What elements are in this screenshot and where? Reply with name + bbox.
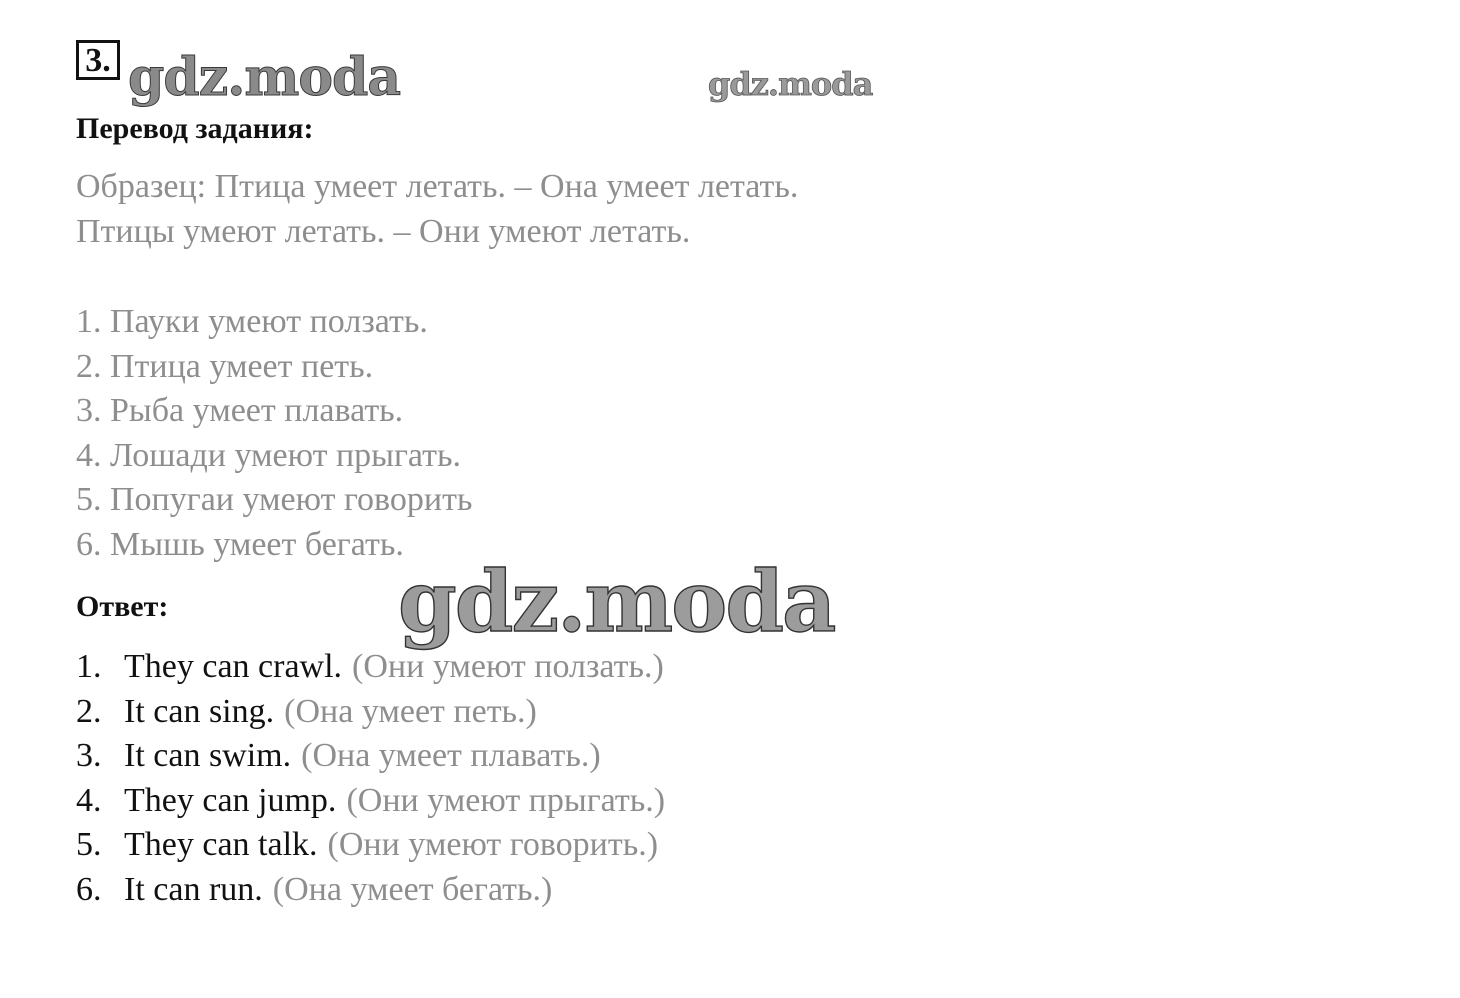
translation-heading: Перевод задания: [76,112,314,145]
answer-number: 1. [76,648,102,685]
answer-russian: (Они умеют ползать.) [352,648,664,685]
example-line: Птицы умеют летать. – Они умеют летать. [76,213,691,250]
answer-number: 4. [76,781,102,819]
answer-english: It can sing. [124,692,275,730]
task-number: 3. [76,40,120,80]
answer-item [76,781,666,829]
list-item: 6. Мышь умеет бегать. [76,525,404,563]
answer-russian: (Она умеет плавать.) [301,737,601,775]
answer-number: 3. [76,737,102,775]
answer-item [76,692,665,740]
answer-item [76,650,665,695]
answer-russian: (Они умеют говорить.) [327,826,659,864]
translation-list [76,305,472,573]
example-line: Образец: Птица умеет летать. – Она умеет летать. [76,168,799,205]
answer-number: 2. [76,692,102,730]
list-item: 5. Попугаи умеют говорить [76,481,473,519]
answer-english: They can talk. [124,826,318,864]
list-item: 3. Рыба умеет плавать. [76,392,404,430]
answer-heading: Ответ: [76,590,169,623]
answer-list [76,650,665,918]
answer-item [76,870,665,918]
answer-english: They can jump. [124,781,337,819]
answer-english: They can crawl. [124,648,343,685]
watermark-logo: gdz.moda [128,47,401,108]
list-item: 2. Птица умеет петь. [76,347,374,385]
answer-russian: (Она умеет петь.) [284,692,537,730]
answer-english: It can swim. [124,737,292,775]
watermark-logo: gdz.moda [708,65,873,103]
list-item: 1. Пауки умеют ползать. [76,303,428,340]
answer-number: 6. [76,870,102,908]
answer-item [76,828,665,873]
watermark-logo: gdz.moda [398,552,835,651]
list-item: 4. Лошади умеют прыгать. [76,436,462,474]
answer-number: 5. [76,826,102,864]
answer-russian: (Она умеет бегать.) [272,870,553,908]
answer-english: It can run. [124,870,263,908]
answer-russian: (Они умеют прыгать.) [346,781,666,819]
answer-item [76,739,665,784]
